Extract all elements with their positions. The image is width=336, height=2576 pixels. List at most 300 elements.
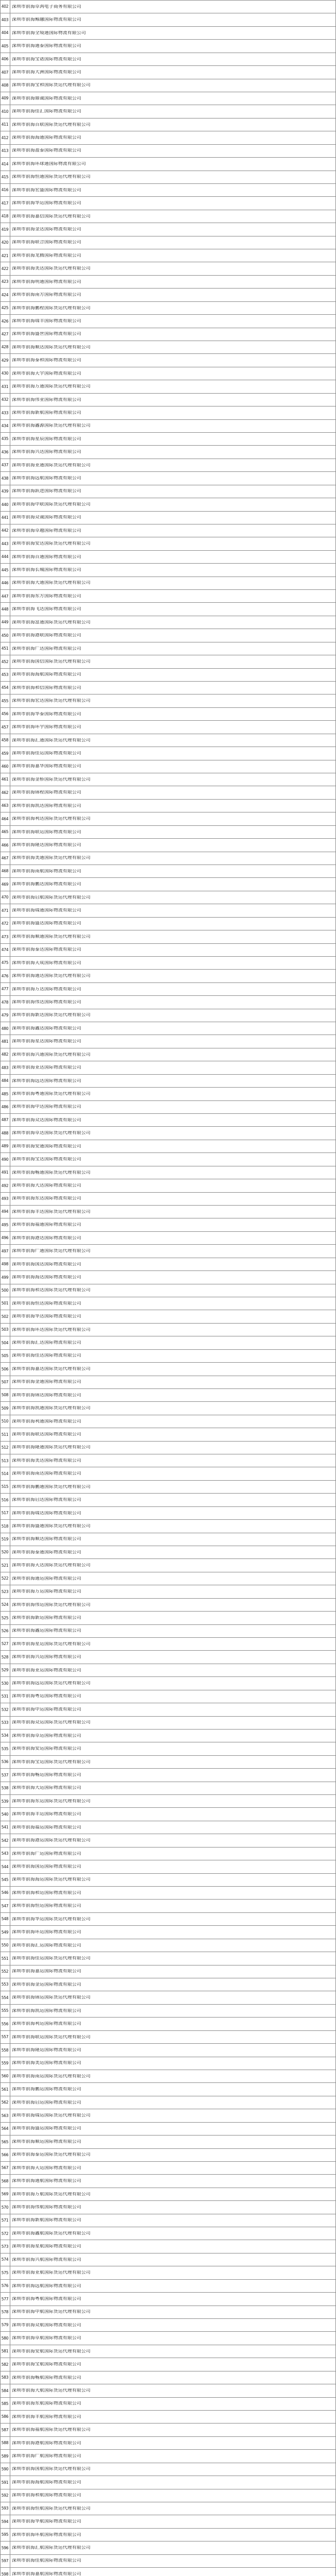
company-name: 深圳市前海远航国际物流有限公司: [12, 476, 81, 481]
row-number: 556: [0, 2018, 10, 2030]
company-name: 深圳市前海锦程国际物流有限公司: [12, 790, 81, 795]
table-row: [0, 1441, 336, 1454]
table-row: [0, 2214, 336, 2227]
company-name: 深圳市前海联运国际物流有限公司: [12, 829, 81, 835]
company-name: 深圳市前海汇达国际物流有限公司: [12, 1341, 81, 1345]
table-row: [0, 1585, 336, 1598]
company-name: 深圳市前海龙腾国际物流有限公司: [12, 253, 81, 258]
table-row: [0, 1991, 336, 2004]
row-number: 584: [0, 2384, 10, 2397]
table-row: [0, 1729, 336, 1742]
row-number: 458: [0, 734, 10, 747]
table-row: [0, 223, 336, 235]
company-name: 深圳市前海安运国际物流有限公司: [12, 1747, 81, 1751]
table-row: [0, 1506, 336, 1519]
company-name: 深圳市前海华泰国际物流有限公司: [12, 711, 81, 717]
row-number: 481: [0, 1035, 10, 1047]
table-row: [0, 445, 336, 458]
table-row: [0, 1179, 336, 1192]
table-row: [0, 2567, 336, 2576]
table-row: [0, 1401, 336, 1414]
company-name: 深圳市前海盛运国际物流有限公司: [12, 2126, 81, 2131]
company-name: 深圳市前海中运国际物流有限公司: [12, 1707, 81, 1712]
table-row: [0, 904, 336, 917]
row-number: 549: [0, 1926, 10, 1938]
row-number: 509: [0, 1402, 10, 1414]
table-row: [0, 498, 336, 511]
row-number: 529: [0, 1664, 10, 1676]
row-number: 439: [0, 485, 10, 498]
row-number: 517: [0, 1507, 10, 1519]
table-row: [0, 1533, 336, 1546]
company-name: 深圳市前海丰航国际物流有限公司: [12, 2414, 81, 2419]
table-row: [0, 13, 336, 26]
company-name: 深圳市前海嘉达国际货运代理有限公司: [12, 1366, 91, 1371]
row-number: 522: [0, 1572, 10, 1585]
row-number: 486: [0, 1101, 10, 1113]
row-number: 590: [0, 2463, 10, 2476]
company-name: 深圳市前海亚运国际物流有限公司: [12, 1668, 81, 1673]
row-number: 507: [0, 1376, 10, 1388]
table-row: [0, 2463, 336, 2476]
company-name: 深圳市前海鑫运国际物流有限公司: [12, 1629, 81, 1634]
table-row: [0, 524, 336, 537]
company-name: 深圳市前海鹏程国际货运代理有限公司: [12, 306, 91, 311]
table-row: [0, 353, 336, 366]
table-row: [0, 877, 336, 890]
company-name: 深圳市前海顺运国际物流有限公司: [12, 2139, 81, 2144]
company-name: 深圳市前海卓航国际物流有限公司: [12, 2336, 81, 2341]
row-number: 499: [0, 1271, 10, 1283]
row-number: 402: [0, 1, 10, 13]
company-name: 深圳市前海美通国际货运代理有限公司: [12, 856, 91, 861]
company-name: 深圳市前海通航国际物流有限公司: [12, 2179, 81, 2183]
company-name: 深圳市前海港运国际货运代理有限公司: [12, 1838, 91, 1843]
row-number: 523: [0, 1585, 10, 1598]
row-number: 491: [0, 1166, 10, 1179]
row-number: 443: [0, 537, 10, 550]
row-number: 456: [0, 708, 10, 720]
row-number: 478: [0, 996, 10, 1008]
company-name: 深圳市前海海航国际物流有限公司: [12, 672, 81, 677]
table-row: [0, 1166, 336, 1179]
company-name: 深圳市前海顺达国际物流有限公司: [12, 1537, 81, 1542]
table-row: [0, 39, 336, 52]
company-name: 深圳市前海通达国际货运代理有限公司: [12, 974, 91, 978]
company-name: 深圳市前海鼎诚国际物流有限公司: [12, 96, 81, 101]
company-name: 深圳市前海海航国际物流有限公司: [12, 2480, 81, 2485]
company-name: 深圳市前海天成国际物流有限公司: [12, 960, 81, 965]
row-number: 580: [0, 2332, 10, 2344]
row-number: 502: [0, 1310, 10, 1323]
row-number: 475: [0, 957, 10, 969]
company-name: 深圳市前海盈泰国际物流有限公司: [12, 148, 81, 154]
row-number: 498: [0, 1258, 10, 1270]
company-name: 深圳市前海启运国际物流有限公司: [12, 2100, 81, 2105]
row-number: 429: [0, 354, 10, 366]
row-number: 405: [0, 40, 10, 52]
table-row: [0, 1624, 336, 1637]
row-number: 582: [0, 2358, 10, 2370]
company-name: 深圳市前海天达国际货运代理有限公司: [12, 1563, 91, 1568]
table-row: [0, 852, 336, 865]
company-name: 深圳市前海凯通国际货运代理有限公司: [12, 1406, 91, 1411]
row-number: 585: [0, 2398, 10, 2410]
table-row: [0, 2436, 336, 2449]
row-number: 463: [0, 800, 10, 812]
company-name: 深圳市前海新航国际物流有限公司: [12, 410, 81, 415]
row-number: 457: [0, 721, 10, 733]
table-row: [0, 2096, 336, 2109]
row-number: 516: [0, 1494, 10, 1506]
table-row: [0, 1899, 336, 1912]
row-number: 573: [0, 2240, 10, 2252]
row-number: 568: [0, 2175, 10, 2187]
row-number: 415: [0, 171, 10, 183]
company-name: 深圳市前海粤运国际物流有限公司: [12, 1694, 81, 1699]
company-name: 深圳市前海联达国际物流有限公司: [12, 1432, 81, 1437]
row-number: 541: [0, 1821, 10, 1834]
company-name: 深圳市前海和运国际物流有限公司: [12, 1890, 81, 1895]
table-row: [0, 799, 336, 812]
company-name: 深圳市前海百联国际货运代理有限公司: [12, 122, 91, 127]
table-row: [0, 2135, 336, 2148]
row-number: 484: [0, 1075, 10, 1087]
row-number: 409: [0, 92, 10, 105]
row-number: 506: [0, 1363, 10, 1375]
company-name: 深圳市前海泰运国际货运代理有限公司: [12, 2153, 91, 2158]
row-number: 560: [0, 2070, 10, 2082]
table-row: [0, 577, 336, 589]
company-name: 深圳市前海丰运国际物流有限公司: [12, 1812, 81, 1817]
row-number: 477: [0, 983, 10, 995]
company-name: 深圳市前海隆达国际物流有限公司: [12, 842, 81, 848]
row-number: 416: [0, 184, 10, 196]
table-row: [0, 341, 336, 353]
company-name: 深圳市前海凯达国际物流有限公司: [12, 803, 81, 808]
table-row: [0, 301, 336, 314]
company-name: 深圳市前海众诚国际物流有限公司: [12, 515, 81, 520]
table-row: [0, 0, 336, 13]
table-row: [0, 2200, 336, 2213]
row-number: 435: [0, 433, 10, 445]
table-row: [0, 1860, 336, 1873]
row-number: 417: [0, 197, 10, 209]
row-number: 540: [0, 1808, 10, 1820]
table-row: [0, 1637, 336, 1650]
row-number: 534: [0, 1730, 10, 1742]
row-number: 561: [0, 2083, 10, 2095]
table-row: [0, 406, 336, 419]
company-name: 深圳市前海环宇国际物流有限公司: [12, 725, 81, 730]
company-name: 深圳市前海港联国际物流有限公司: [12, 633, 81, 638]
company-name: 深圳市前海利达国际货运代理有限公司: [12, 817, 91, 821]
row-number: 577: [0, 2293, 10, 2305]
company-name: 深圳市前海锦运国际货运代理有限公司: [12, 1995, 91, 2001]
table-row: [0, 891, 336, 904]
company-name: 深圳市前海星航国际物流有限公司: [12, 2244, 81, 2249]
company-name: 深圳市前海国达国际物流有限公司: [12, 1262, 81, 1267]
table-row: [0, 2410, 336, 2423]
table-row: [0, 1676, 336, 1689]
table-row: [0, 288, 336, 301]
table-row: [0, 1650, 336, 1663]
row-number: 551: [0, 1952, 10, 1964]
table-row: [0, 2423, 336, 2436]
company-name: 深圳市前海泰达国际物流有限公司: [12, 947, 81, 953]
row-number: 430: [0, 367, 10, 380]
row-number: 554: [0, 1991, 10, 2004]
table-row: [0, 1205, 336, 1218]
table-row: [0, 314, 336, 327]
company-name: 深圳市前海安航国际货运代理有限公司: [12, 2349, 91, 2354]
row-number: 471: [0, 904, 10, 917]
company-name: 深圳市前海汇运国际物流有限公司: [12, 1943, 81, 1948]
company-name: 深圳市前海启航国际货运代理有限公司: [12, 895, 91, 900]
table-row: [0, 210, 336, 223]
row-number: 597: [0, 2555, 10, 2567]
table-row: [0, 589, 336, 602]
row-number: 445: [0, 564, 10, 576]
table-row: [0, 2397, 336, 2410]
company-name: 深圳市前海卓越国际物流有限公司: [12, 528, 81, 533]
company-name: 深圳市前海安通国际物流有限公司: [12, 1144, 81, 1149]
company-name: 深圳市前海南达国际物流有限公司: [12, 1471, 81, 1477]
company-name: 深圳市前海大运国际物流有限公司: [12, 1786, 81, 1791]
table-row: [0, 1100, 336, 1113]
row-number: 524: [0, 1599, 10, 1611]
row-number: 562: [0, 2096, 10, 2109]
company-name: 深圳市前海环达国际货运代理有限公司: [12, 1327, 91, 1332]
table-row: [0, 1807, 336, 1820]
company-name: 深圳市前海海通国际物流有限公司: [12, 135, 81, 140]
company-name: 深圳市前海环航国际物流有限公司: [12, 2532, 81, 2537]
row-number: 501: [0, 1297, 10, 1310]
table-row: [0, 1952, 336, 1964]
table-row: [0, 1087, 336, 1100]
company-name: 深圳市前海凯运国际物流有限公司: [12, 2008, 81, 2013]
row-number: 545: [0, 1874, 10, 1886]
row-number: 408: [0, 79, 10, 92]
row-number: 452: [0, 655, 10, 668]
table-row: [0, 1611, 336, 1624]
company-name: 深圳市前海宝达国际物流有限公司: [12, 1157, 81, 1162]
table-row: [0, 668, 336, 681]
row-number: 462: [0, 786, 10, 799]
table-row: [0, 917, 336, 930]
company-name: 深圳市前海隆运国际物流有限公司: [12, 2047, 81, 2053]
table-row: [0, 2148, 336, 2161]
row-number: 421: [0, 249, 10, 262]
row-number: 446: [0, 577, 10, 589]
company-name: 深圳市前海广航国际物流有限公司: [12, 2454, 81, 2459]
company-name: 深圳市前海卓达国际货运代理有限公司: [12, 1131, 91, 1136]
row-number: 581: [0, 2345, 10, 2358]
company-name: 深圳市前海卓运国际物流有限公司: [12, 1733, 81, 1738]
table-row: [0, 1428, 336, 1440]
row-number: 424: [0, 289, 10, 301]
row-number: 485: [0, 1088, 10, 1100]
company-name: 深圳市前海汇通国际货运代理有限公司: [12, 738, 91, 743]
row-number: 450: [0, 629, 10, 641]
row-number: 490: [0, 1153, 10, 1165]
row-number: 571: [0, 2214, 10, 2227]
company-name: 深圳市前海顺通国际货运代理有限公司: [12, 934, 91, 939]
table-row: [0, 1755, 336, 1768]
company-name: 深圳市前海众航国际物流有限公司: [12, 2323, 81, 2328]
table-row: [0, 2292, 336, 2305]
row-number: 497: [0, 1245, 10, 1257]
row-number: 530: [0, 1677, 10, 1689]
table-row: [0, 537, 336, 550]
table-row: [0, 1323, 336, 1336]
company-name: 深圳市前海美运国际物流有限公司: [12, 2061, 81, 2066]
table-row: [0, 2057, 336, 2070]
row-number: 588: [0, 2437, 10, 2449]
row-number: 411: [0, 118, 10, 131]
company-name: 深圳市前海鹏达国际物流有限公司: [12, 882, 81, 887]
row-number: 437: [0, 459, 10, 471]
table-row: [0, 1113, 336, 1126]
company-name: 深圳市前海利运国际物流有限公司: [12, 2022, 81, 2026]
row-number: 433: [0, 406, 10, 419]
company-name: 深圳市前海鹏通国际货运代理有限公司: [12, 1484, 91, 1489]
company-name: 深圳市前海远航国际物流有限公司: [12, 2283, 81, 2289]
table-row: [0, 602, 336, 615]
row-number: 595: [0, 2529, 10, 2541]
table-row: [0, 1886, 336, 1899]
row-number: 579: [0, 2319, 10, 2331]
company-name: 深圳市前海华达国际物流有限公司: [12, 1314, 81, 1319]
company-name: 深圳市前海盛达国际物流有限公司: [12, 921, 81, 926]
row-number: 454: [0, 682, 10, 694]
row-number: 441: [0, 512, 10, 524]
company-name: 深圳市前海跃进国际物流有限公司: [12, 489, 81, 494]
table-row: [0, 131, 336, 144]
company-name: 深圳市前海中达国际物流有限公司: [12, 1105, 81, 1110]
table-row: [0, 1362, 336, 1375]
table-row: [0, 681, 336, 694]
company-name: 深圳市前海嘉信国际货运代理有限公司: [12, 214, 91, 219]
table-row: [0, 720, 336, 733]
row-number: 414: [0, 158, 10, 170]
table-row: [0, 1519, 336, 1532]
table-row: [0, 642, 336, 655]
company-name: 深圳市前海南运国际货运代理有限公司: [12, 2074, 91, 2079]
row-number: 550: [0, 1939, 10, 1952]
row-number: 528: [0, 1651, 10, 1663]
table-row: [0, 694, 336, 707]
row-number: 531: [0, 1690, 10, 1703]
table-row: [0, 2161, 336, 2174]
table-row: [0, 838, 336, 851]
table-row: [0, 747, 336, 759]
table-row: [0, 1153, 336, 1165]
company-name: 深圳市前海远运国际货运代理有限公司: [12, 1681, 91, 1686]
table-row: [0, 2476, 336, 2488]
company-name: 深圳市前海启达国际物流有限公司: [12, 1498, 81, 1502]
row-number: 520: [0, 1546, 10, 1558]
table-row: [0, 171, 336, 183]
row-number: 538: [0, 1782, 10, 1794]
row-number: 596: [0, 2541, 10, 2554]
row-number: 442: [0, 524, 10, 537]
table-row: [0, 1454, 336, 1467]
table-row: [0, 459, 336, 471]
table-row: [0, 1873, 336, 1886]
table-row: [0, 1572, 336, 1585]
company-name: 深圳市前海泰和国际物流有限公司: [12, 358, 81, 363]
table-row: [0, 2279, 336, 2292]
company-name: 深圳市前海环球通国际物流有限公司: [12, 161, 86, 166]
table-row: [0, 1847, 336, 1860]
table-row: [0, 26, 336, 39]
table-row: [0, 1480, 336, 1493]
company-name: 深圳市前海天宇国际物流有限公司: [12, 371, 81, 376]
row-number: 593: [0, 2502, 10, 2515]
table-row: [0, 1794, 336, 1807]
company-name: 深圳市前海中联国际货运代理有限公司: [12, 502, 91, 507]
company-name: 深圳市前海国航国际货运代理有限公司: [12, 2467, 91, 2472]
row-number: 555: [0, 2005, 10, 2017]
table-row: [0, 1035, 336, 1047]
table-row: [0, 2043, 336, 2056]
row-number: 503: [0, 1324, 10, 1336]
row-number: 547: [0, 1900, 10, 1912]
row-number: 518: [0, 1520, 10, 1532]
row-number: 563: [0, 2109, 10, 2122]
company-name: 深圳市前海港航国际物流有限公司: [12, 2441, 81, 2446]
table-row: [0, 471, 336, 484]
table-row: [0, 995, 336, 1008]
company-name: 深圳市前海鑫达国际物流有限公司: [12, 1026, 81, 1031]
row-number: 428: [0, 341, 10, 353]
row-number: 526: [0, 1625, 10, 1637]
table-row: [0, 65, 336, 78]
row-number: 488: [0, 1127, 10, 1139]
table-row: [0, 419, 336, 432]
row-number: 559: [0, 2057, 10, 2070]
company-name: 深圳市前海百通国际物流有限公司: [12, 554, 81, 560]
table-row: [0, 393, 336, 406]
table-row: [0, 380, 336, 393]
table-row: [0, 367, 336, 380]
row-number: 451: [0, 642, 10, 655]
company-name: 深圳市前海卓鸿电子商务有限公司: [12, 4, 81, 9]
table-row: [0, 616, 336, 629]
table-row: [0, 196, 336, 209]
row-number: 427: [0, 328, 10, 341]
table-row: [0, 92, 336, 105]
company-name: 深圳市前海佳汇国际物流有限公司: [12, 109, 81, 114]
company-name: 深圳市前海盛世国际物流有限公司: [12, 332, 81, 337]
company-name: 深圳市前海亚达国际物流有限公司: [12, 1065, 81, 1070]
table-row: [0, 1297, 336, 1310]
table-row: [0, 2502, 336, 2515]
company-name: 深圳市前海恒通国际货运代理有限公司: [12, 175, 91, 180]
company-name: 深圳市前海兴通国际货运代理有限公司: [12, 1052, 91, 1057]
row-number: 449: [0, 616, 10, 629]
table-row: [0, 1388, 336, 1401]
table-row: [0, 144, 336, 157]
table-row: [0, 982, 336, 995]
company-name: 深圳市前海金桥国际货运代理有限公司: [12, 777, 91, 782]
company-name: 深圳市前海佳航国际物流有限公司: [12, 2558, 81, 2564]
table-row: [0, 1834, 336, 1846]
row-number: 493: [0, 1193, 10, 1205]
row-number: 436: [0, 446, 10, 458]
company-name: 深圳市前海华运国际货运代理有限公司: [12, 1917, 91, 1922]
